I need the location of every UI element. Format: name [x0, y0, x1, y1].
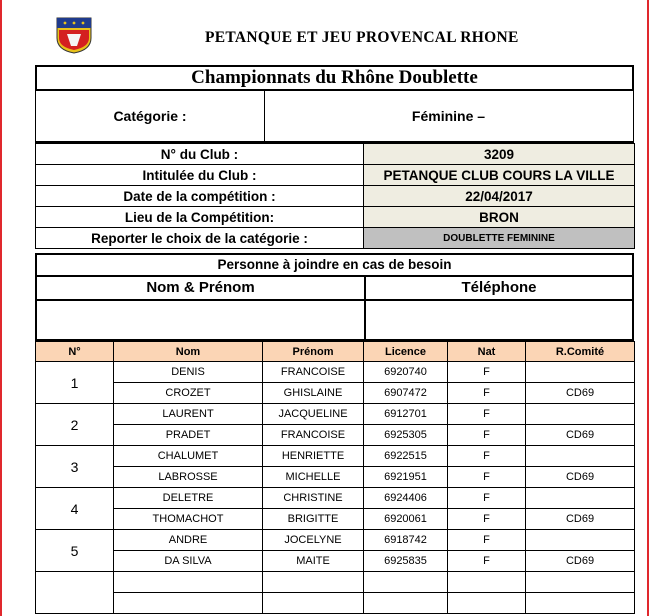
col-header-prenom: Prénom	[263, 342, 364, 362]
team-comite[interactable]: CD69	[526, 509, 635, 530]
players-table	[35, 341, 635, 614]
table-row	[36, 383, 635, 404]
club-number-label: N° du Club :	[36, 144, 364, 165]
club-number-value[interactable]: 3209	[364, 144, 635, 165]
team-number: 1	[36, 362, 114, 404]
team-comite-empty[interactable]	[526, 572, 635, 593]
team-comite-top[interactable]	[526, 404, 635, 425]
club-name-label: Intitulée du Club :	[36, 165, 364, 186]
player-nom[interactable]: THOMACHOT	[114, 509, 263, 530]
table-row	[36, 404, 635, 425]
player-prenom[interactable]: CHRISTINE	[263, 488, 364, 509]
table-row-empty	[36, 593, 635, 614]
player-prenom[interactable]: MICHELLE	[263, 467, 364, 488]
category-value[interactable]: Féminine –	[411, 108, 486, 124]
player-nom[interactable]: LAURENT	[114, 404, 263, 425]
competition-place-value[interactable]: BRON	[364, 207, 635, 228]
table-row	[36, 362, 635, 383]
player-nat[interactable]: F	[448, 362, 526, 383]
player-licence[interactable]: 6921951	[364, 467, 448, 488]
team-number: 4	[36, 488, 114, 530]
player-nat[interactable]: F	[448, 551, 526, 572]
player-nat[interactable]: F	[448, 509, 526, 530]
player-nat[interactable]: F	[448, 425, 526, 446]
player-prenom[interactable]: GHISLAINE	[263, 383, 364, 404]
contact-phone-header: Téléphone	[366, 277, 632, 301]
player-prenom[interactable]: FRANCOISE	[263, 425, 364, 446]
players-header-row	[36, 342, 635, 362]
player-prenom-empty[interactable]	[263, 572, 364, 593]
player-licence-empty[interactable]	[364, 572, 448, 593]
team-comite-top[interactable]	[526, 488, 635, 509]
club-info-table	[35, 143, 635, 249]
table-row	[36, 467, 635, 488]
col-header-licence: Licence	[364, 342, 448, 362]
player-nom[interactable]: CHALUMET	[114, 446, 263, 467]
info-row	[36, 165, 635, 186]
player-prenom[interactable]: JOCELYNE	[263, 530, 364, 551]
player-nat-empty[interactable]	[448, 593, 526, 614]
player-licence[interactable]: 6907472	[364, 383, 448, 404]
player-prenom[interactable]: HENRIETTE	[263, 446, 364, 467]
player-licence[interactable]: 6925835	[364, 551, 448, 572]
player-licence[interactable]: 6922515	[364, 446, 448, 467]
table-row	[36, 488, 635, 509]
player-nom[interactable]: DELETRE	[114, 488, 263, 509]
category-label: Catégorie :	[36, 91, 265, 141]
team-number: 3	[36, 446, 114, 488]
team-number: 2	[36, 404, 114, 446]
contact-title: Personne à joindre en cas de besoin	[37, 255, 632, 277]
team-comite[interactable]: CD69	[526, 425, 635, 446]
team-comite-empty[interactable]	[526, 593, 635, 614]
col-header-num: N°	[36, 342, 114, 362]
table-row	[36, 425, 635, 446]
player-nat[interactable]: F	[448, 446, 526, 467]
player-nom-empty[interactable]	[114, 572, 263, 593]
competition-date-label: Date de la compétition :	[36, 186, 364, 207]
col-header-nat: Nat	[448, 342, 526, 362]
player-nat[interactable]: F	[448, 530, 526, 551]
table-row	[36, 446, 635, 467]
player-nat[interactable]: F	[448, 488, 526, 509]
player-licence[interactable]: 6920061	[364, 509, 448, 530]
competition-place-label: Lieu de la Compétition:	[36, 207, 364, 228]
player-nat[interactable]: F	[448, 467, 526, 488]
table-row	[36, 530, 635, 551]
club-name-value[interactable]: PETANQUE CLUB COURS LA VILLE	[364, 165, 635, 186]
player-nom-empty[interactable]	[114, 593, 263, 614]
contact-name-header: Nom & Prénom	[37, 277, 366, 301]
player-licence-empty[interactable]	[364, 593, 448, 614]
player-nat[interactable]: F	[448, 404, 526, 425]
category-choice-dropdown[interactable]: DOUBLETTE FEMININE	[364, 228, 635, 249]
player-prenom[interactable]: MAITE	[263, 551, 364, 572]
category-row	[35, 91, 634, 143]
team-number: 5	[36, 530, 114, 572]
table-row	[36, 509, 635, 530]
player-prenom-empty[interactable]	[263, 593, 364, 614]
table-row	[36, 551, 635, 572]
page-border-left	[0, 0, 2, 616]
competition-date-value[interactable]: 22/04/2017	[364, 186, 635, 207]
contact-section	[35, 253, 634, 341]
team-comite[interactable]: CD69	[526, 467, 635, 488]
player-nom[interactable]: ANDRE	[114, 530, 263, 551]
player-nat-empty[interactable]	[448, 572, 526, 593]
player-licence[interactable]: 6925305	[364, 425, 448, 446]
team-comite-top[interactable]	[526, 362, 635, 383]
category-choice-label: Reporter le choix de la catégorie :	[36, 228, 364, 249]
player-prenom[interactable]: FRANCOISE	[263, 362, 364, 383]
player-nom[interactable]: DA SILVA	[114, 551, 263, 572]
col-header-nom: Nom	[114, 342, 263, 362]
col-header-comite: R.Comité	[526, 342, 635, 362]
player-licence[interactable]: 6912701	[364, 404, 448, 425]
player-prenom[interactable]: BRIGITTE	[263, 509, 364, 530]
player-nom[interactable]: LABROSSE	[114, 467, 263, 488]
rhone-coat-of-arms-icon	[55, 16, 93, 54]
player-nom[interactable]: CROZET	[114, 383, 263, 404]
player-nom[interactable]: DENIS	[114, 362, 263, 383]
info-row	[36, 186, 635, 207]
player-licence[interactable]: 6920740	[364, 362, 448, 383]
team-comite-top[interactable]	[526, 530, 635, 551]
player-nat[interactable]: F	[448, 383, 526, 404]
info-row	[36, 207, 635, 228]
info-row	[36, 228, 635, 249]
info-row	[36, 144, 635, 165]
team-comite[interactable]: CD69	[526, 383, 635, 404]
player-licence[interactable]: 6924406	[364, 488, 448, 509]
table-row-empty	[36, 572, 635, 593]
team-comite-top[interactable]	[526, 446, 635, 467]
team-number-empty[interactable]	[36, 572, 114, 614]
contact-divider	[364, 299, 366, 339]
player-prenom[interactable]: JACQUELINE	[263, 404, 364, 425]
player-licence[interactable]: 6918742	[364, 530, 448, 551]
player-nom[interactable]: PRADET	[114, 425, 263, 446]
team-comite[interactable]: CD69	[526, 551, 635, 572]
form-title: Championnats du Rhône Doublette	[35, 65, 634, 91]
organization-title: PETANQUE ET JEU PROVENCAL RHONE	[205, 29, 519, 46]
